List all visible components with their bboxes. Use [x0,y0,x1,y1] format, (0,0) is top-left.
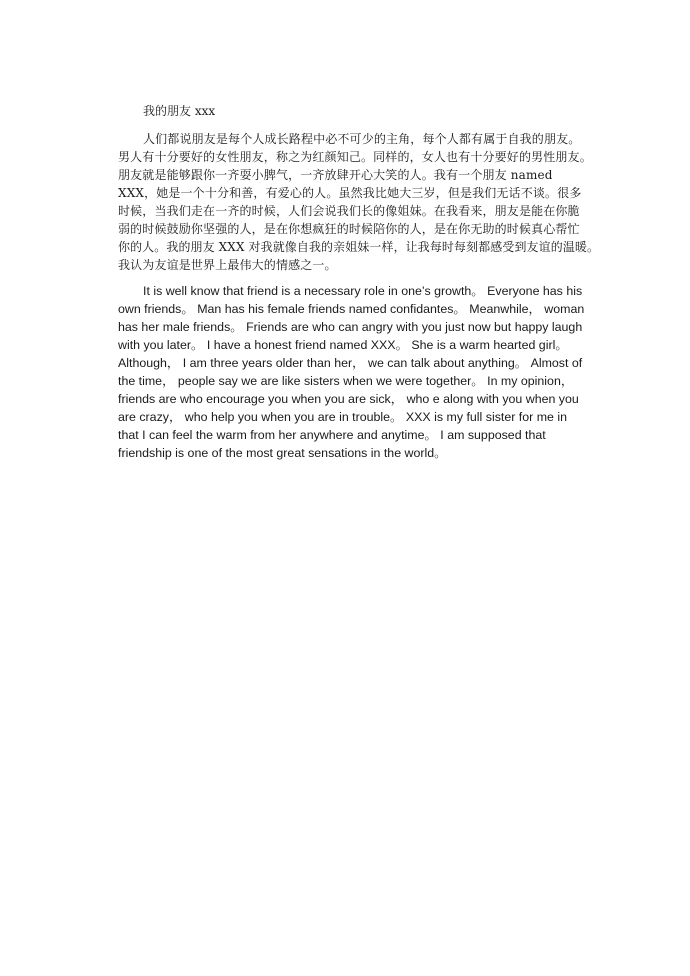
paragraph-line: Although， I am three years older than her， we can talk about anything。 Almost of [118,356,583,370]
paragraph-line: 我认为友谊是世界上最伟大的情感之一。 [118,258,337,272]
paragraph-line: XXX，她是一个十分和善，有爱心的人。虽然我比她大三岁，但是我们无话不谈。很多 [118,186,582,200]
paragraph-line: 朋友就是能够跟你一齐耍小脾气，一齐放肆开心大笑的人。我有一个朋友 named [118,168,553,182]
paragraph-line: the time， people say we are like sisters when we were together。 In my opinion， [118,374,574,388]
paragraph-line: own friends。 Man has his female friends named confidantes。 Meanwhile， woman [118,302,585,316]
paragraph-line: friendship is one of the most great sensations in the world。 [118,446,447,460]
paragraph-line: 人们都说朋友是每个人成长路程中必不可少的主角，每个人都有属于自我的朋友。 [143,132,581,146]
paragraph-line: 男人有十分要好的女性朋友，称之为红颜知己。同样的，女人也有十分要好的男性朋友。 [118,150,592,164]
paragraph-line: 你的人。我的朋友 XXX 对我就像自我的亲姐妹一样，让我每时每刻都感受到友谊的温暖。 [118,240,600,254]
document-title: 我的朋友 xxx [143,104,216,118]
paragraph-line: 时候，当我们走在一齐的时候，人们会说我们长的像姐妹。在我看来，朋友是能在你脆 [118,204,580,218]
paragraph-line: friends are who encourage you when you are sick， who e along with you when you [118,392,579,406]
paragraph-line: It is well know that friend is a necessary role in one’s growth。 Everyone has his [143,284,583,298]
paragraph-line: that I can feel the warm from her anywhere and anytime。 I am supposed that [118,428,546,442]
paragraph-line: are crazy， who help you when you are in trouble。 XXX is my full sister for me in [118,410,568,424]
paragraph-line: 弱的时候鼓励你坚强的人，是在你想疯狂的时候陪你的人，是在你无助的时候真心帮忙 [118,222,580,236]
paragraph-line: with you later。 I have a honest friend named XXX。 She is a warm hearted girl。 [118,338,568,352]
paragraph-line: has her male friends。 Friends are who can angry with you just now but happy laugh [118,320,583,334]
